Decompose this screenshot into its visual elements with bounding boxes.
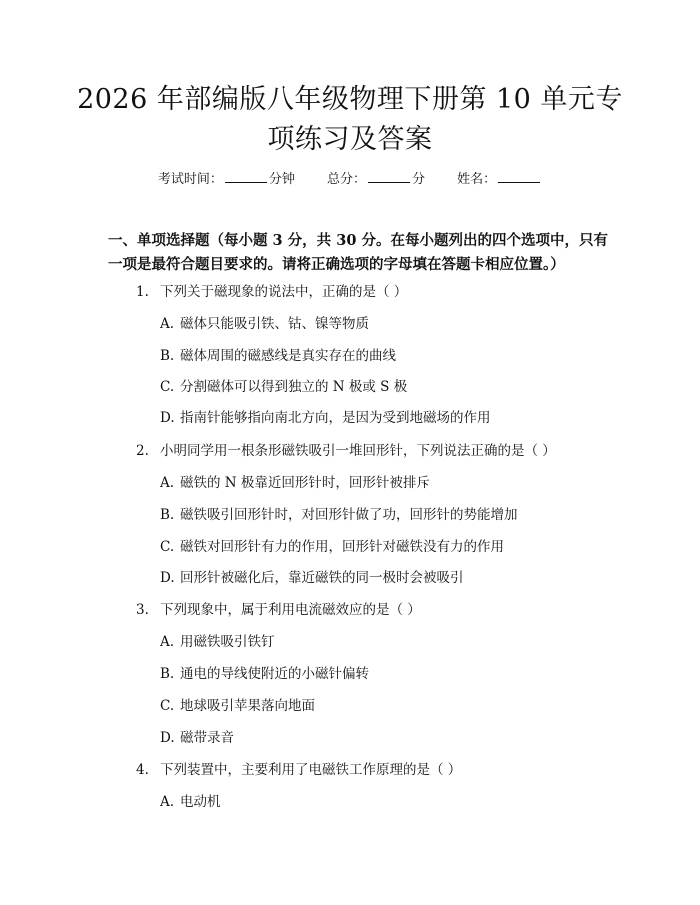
- name-label: 姓名：: [457, 172, 497, 187]
- option-letter: B.: [160, 348, 175, 364]
- question-1: [136, 283, 636, 301]
- option-letter: C.: [160, 539, 175, 555]
- q2-option-b: [160, 506, 630, 524]
- q1-option-c: [160, 378, 630, 396]
- option-letter: D.: [160, 570, 175, 586]
- q2-option-a: [160, 474, 630, 492]
- question-number: 3.: [136, 602, 149, 618]
- option-text: 回形针被磁化后，靠近磁铁的同一极时会被吸引: [180, 570, 464, 586]
- option-letter: A.: [160, 794, 175, 810]
- question-stem: 下列现象中，属于利用电流磁效应的是（ ）: [160, 602, 421, 618]
- q2-option-c: [160, 538, 630, 556]
- score-label: 总分：: [326, 172, 366, 187]
- question-3: [136, 601, 636, 619]
- q4-option-a: [160, 793, 630, 811]
- option-text: 磁体周围的磁感线是真实存在的曲线: [180, 348, 396, 364]
- question-stem: 下列关于磁现象的说法中，正确的是（ ）: [160, 284, 408, 300]
- option-letter: A.: [160, 634, 175, 650]
- title-line-1: 2026 年部编版八年级物理下册第 10 单元专: [77, 84, 623, 115]
- exam-name: [457, 170, 542, 189]
- option-letter: B.: [160, 507, 175, 523]
- q3-option-d: [160, 729, 630, 747]
- option-letter: B.: [160, 666, 175, 682]
- option-text: 磁铁对回形针有力的作用，回形针对磁铁没有力的作用: [180, 539, 504, 555]
- question-number: 2.: [136, 443, 149, 459]
- option-text: 地球吸引苹果落向地面: [180, 698, 315, 714]
- question-stem: 下列装置中，主要利用了电磁铁工作原理的是（ ）: [160, 762, 462, 778]
- q1-option-a: [160, 315, 630, 333]
- question-number: 4.: [136, 762, 149, 778]
- page-title: [60, 80, 640, 160]
- score-blank: [368, 170, 410, 183]
- option-text: 磁带录音: [180, 730, 234, 746]
- question-4: [136, 761, 636, 779]
- section-heading: 一、单项选择题（每小题 3 分，共 30 分。在每小题列出的四个选项中，只有一项是最符合题目要求的。请将正确选项的字母填在答题卡相应位置。）: [108, 232, 608, 273]
- option-text: 磁体只能吸引铁、钴、镍等物质: [180, 316, 369, 332]
- q3-option-a: [160, 633, 630, 651]
- q3-option-b: [160, 665, 630, 683]
- q1-option-d: [160, 409, 630, 427]
- option-text: 通电的导线使附近的小磁针偏转: [180, 666, 369, 682]
- question-2: [136, 442, 636, 460]
- option-text: 分割磁体可以得到独立的 N 极或 S 极: [180, 379, 408, 395]
- q1-option-b: [160, 347, 630, 365]
- option-text: 用磁铁吸引铁钉: [180, 634, 275, 650]
- exam-time: [158, 170, 295, 189]
- question-stem: 小明同学用一根条形磁铁吸引一堆回形针，下列说法正确的是（ ）: [160, 443, 556, 459]
- time-blank: [225, 170, 267, 183]
- time-unit: 分钟: [268, 172, 295, 187]
- option-letter: A.: [160, 475, 175, 491]
- option-text: 磁铁的 N 极靠近回形针时，回形针被排斥: [180, 475, 430, 491]
- q2-option-d: [160, 569, 630, 587]
- score-unit: 分: [412, 172, 426, 187]
- option-text: 电动机: [180, 794, 221, 810]
- question-number: 1.: [136, 284, 149, 300]
- option-letter: C.: [160, 698, 175, 714]
- option-letter: A.: [160, 316, 175, 332]
- exam-meta: [0, 170, 700, 189]
- exam-score: [327, 170, 425, 189]
- option-letter: D.: [160, 730, 175, 746]
- option-text: 指南针能够指向南北方向，是因为受到地磁场的作用: [180, 410, 491, 426]
- title-line-2: 项练习及答案: [267, 124, 433, 155]
- option-text: 磁铁吸引回形针时，对回形针做了功，回形针的势能增加: [180, 507, 518, 523]
- q3-option-c: [160, 697, 630, 715]
- name-blank: [498, 170, 540, 183]
- option-letter: C.: [160, 379, 175, 395]
- time-label: 考试时间：: [157, 172, 223, 187]
- option-letter: D.: [160, 410, 175, 426]
